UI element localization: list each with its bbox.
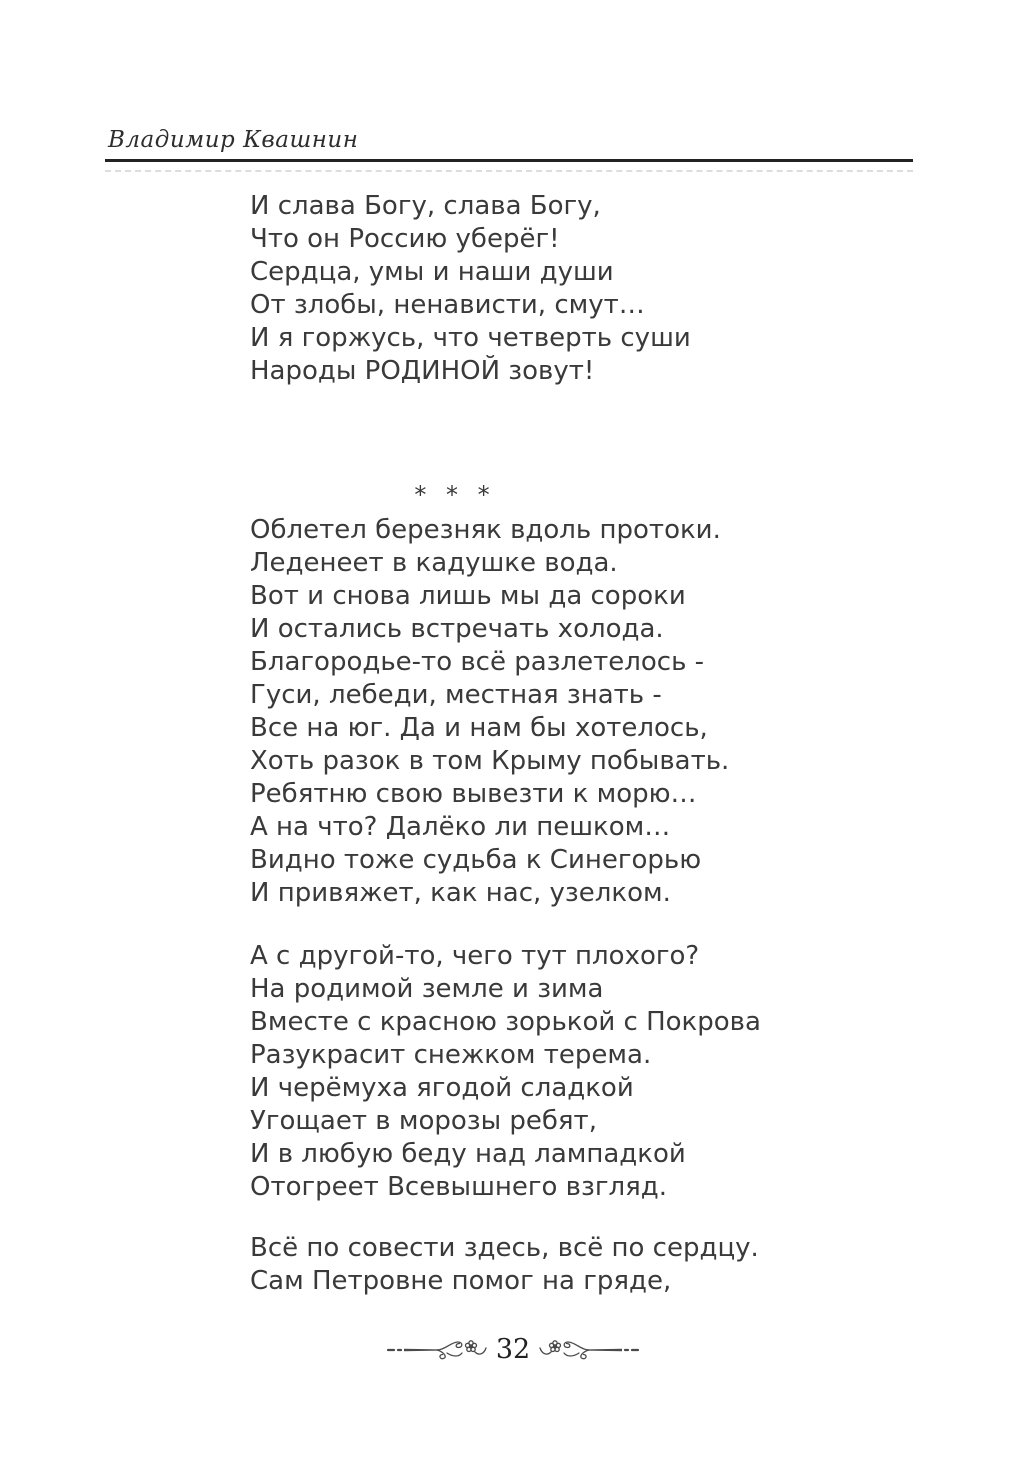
poem-1 (250, 190, 691, 388)
flourish-ornament-right-icon (539, 1334, 639, 1366)
poem-2-stanza-3 (250, 1232, 759, 1298)
author-name: Владимир Квашнин (108, 127, 359, 153)
poem-line: Леденеет в кадушке вода. (250, 548, 618, 578)
poem-line: Ребятню свою вывезти к морю… (250, 779, 697, 809)
poem-line: Гуси, лебеди, местная знать - (250, 680, 662, 710)
poem-line: На родимой земле и зима (250, 974, 604, 1004)
poem-line: А с другой-то, чего тут плохого? (250, 941, 700, 971)
poem-line: Облетел березняк вдоль протоки. (250, 515, 721, 545)
stanza-separator: * * * (414, 481, 496, 509)
poem-line: Всё по совести здесь, всё по сердцу. (250, 1233, 759, 1263)
flourish-ornament-left-icon (387, 1334, 487, 1366)
poem-line: Народы РОДИНОЙ зовут! (250, 356, 595, 386)
poem-line: Угощает в морозы ребят, (250, 1106, 597, 1136)
poem-line: Все на юг. Да и нам бы хотелось, (250, 713, 708, 743)
page-number: 32 (495, 1334, 531, 1365)
poem-line: И привяжет, как нас, узелком. (250, 878, 671, 908)
poem-line: И остались встречать холода. (250, 614, 664, 644)
poem-line: От злобы, ненависти, смут… (250, 290, 645, 320)
poem-line: Благородье-то всё разлетелось - (250, 647, 705, 677)
page-footer (0, 1332, 1026, 1368)
header-rule-ghost (105, 170, 913, 172)
poem-line: И в любую беду над лампадкой (250, 1139, 686, 1169)
poem-line: И черёмуха ягодой сладкой (250, 1073, 634, 1103)
poem-line: Разукрасит снежком терема. (250, 1040, 652, 1070)
poem-line: Видно тоже судьба к Синегорью (250, 845, 702, 875)
poem-2-stanza-1 (250, 514, 729, 910)
poem-line: Вот и снова лишь мы да сороки (250, 581, 686, 611)
poem-line: Что он Россию уберёг! (250, 224, 560, 254)
poem-2-stanza-2 (250, 940, 761, 1204)
poem-line: Вместе с красною зорькой с Покрова (250, 1007, 761, 1037)
poem-line: И я горжусь, что четверть суши (250, 323, 691, 353)
poem-line: А на что? Далёко ли пешком… (250, 812, 671, 842)
poem-line: Отогреет Всевышнего взгляд. (250, 1172, 667, 1202)
poem-line: Сердца, умы и наши души (250, 257, 614, 287)
poem-line: Хоть разок в том Крыму побывать. (250, 746, 730, 776)
poem-line: Сам Петровне помог на гряде, (250, 1266, 672, 1296)
poem-line: И слава Богу, слава Богу, (250, 191, 601, 221)
header-rule (105, 159, 913, 162)
